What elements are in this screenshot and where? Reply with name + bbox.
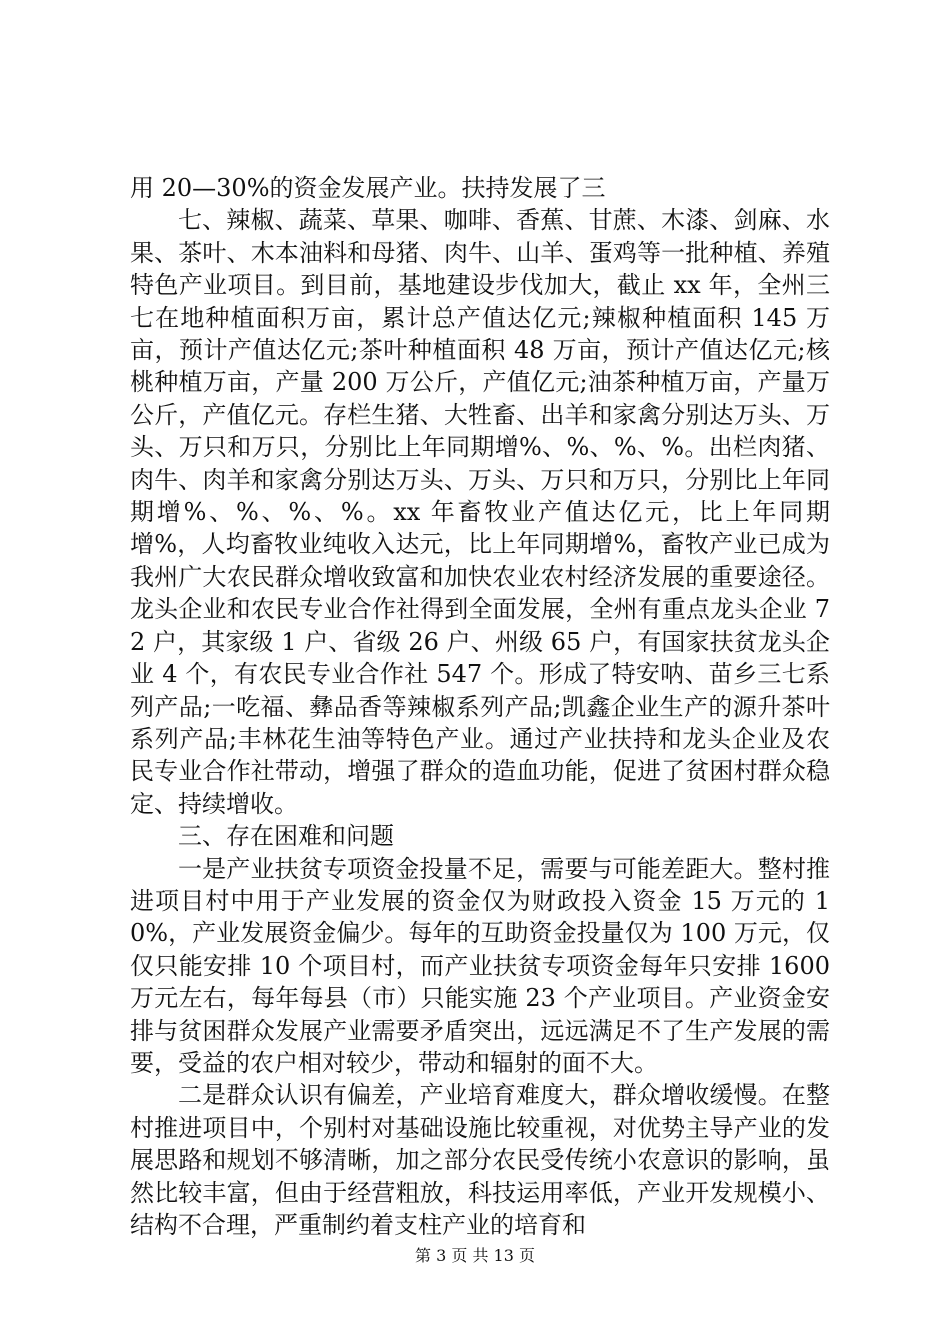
page-footer: 第 3 页 共 13 页 [415, 1246, 535, 1265]
paragraph-4: 二是群众认识有偏差，产业培育难度大，群众增收缓慢。在整村推进项目中，个别村对基础设施比较重视，对优势主导产业的发展思路和规划不够清晰，加之部分农民受传统小农意识的影响，虽然比较丰富，但由于经营粗放，科技运用率低，产业开发规模小、结构不合理，严重制约着支柱产业的培育和 [130, 1081, 830, 1239]
paragraph-1: 用 20—30%的资金发展产业。扶持发展了三 [130, 174, 606, 202]
paragraph-2: 七、辣椒、蔬菜、草果、咖啡、香蕉、甘蔗、木漆、剑麻、水果、茶叶、木本油料和母猪、肉牛、山羊、蛋鸡等一批种植、养殖特色产业项目。到目前，基地建设步伐加大，截止 xx 年，全州三七在地种植面积万亩，累计总产值达亿元;辣椒种植面积 145 万亩，预计产值达亿元;茶叶种植面积 48 万亩，预计产值达亿元;核桃种植万亩，产量 200 万公斤，产值亿元;油茶种植万亩，产量万公斤，产值亿元。存栏生猪、大牲畜、出羊和家禽分别达万头、万头、万只和万只，分别比上年同期增%、%、%、%。出栏肉猪、肉牛、肉羊和家禽分别达万头、万头、万只和万只，分别比上年同期增%、%、%、%。xx 年畜牧业产值达亿元，比上年同期增%，人均畜牧业纯收入达元，比上年同期增%，畜牧产业已成为我州广大农民群众增收致富和加快农业农村经济发展的重要途径。龙头企业和农民专业合作社得到全面发展，全州有重点龙头企业 72 户，其家级 1 户、省级 26 户、州级 65 户，有国家扶贫龙头企业 4 个，有农民专业合作社 547 个。形成了特安呐、苗乡三七系列产品;一吃福、彝品香等辣椒系列产品;凯鑫企业生产的源升茶叶系列产品;丰林花生油等特色产业。通过产业扶持和龙头企业及农民专业合作社带动，增强了群众的造血功能，促进了贫困村群众稳定、持续增收。 [130, 206, 830, 818]
section-heading: 三、存在困难和问题 [178, 822, 394, 851]
paragraph-3: 一是产业扶贫专项资金投量不足，需要与可能差距大。整村推进项目村中用于产业发展的资金仅为财政投入资金 15 万元的 10%，产业发展资金偏少。每年的互助资金投量仅为 100 万元，仅仅只能安排 10 个项目村，而产业扶贫专项资金每年只安排 1600 万元左右，每年每县（市）只能实施 23 个产业项目。产业资金安排与贫困群众发展产业需要矛盾突出，远远满足不了生产发展的需要，受益的农户相对较少，带动和辐射的面不大。 [130, 854, 830, 1077]
document-body [130, 172, 830, 1241]
